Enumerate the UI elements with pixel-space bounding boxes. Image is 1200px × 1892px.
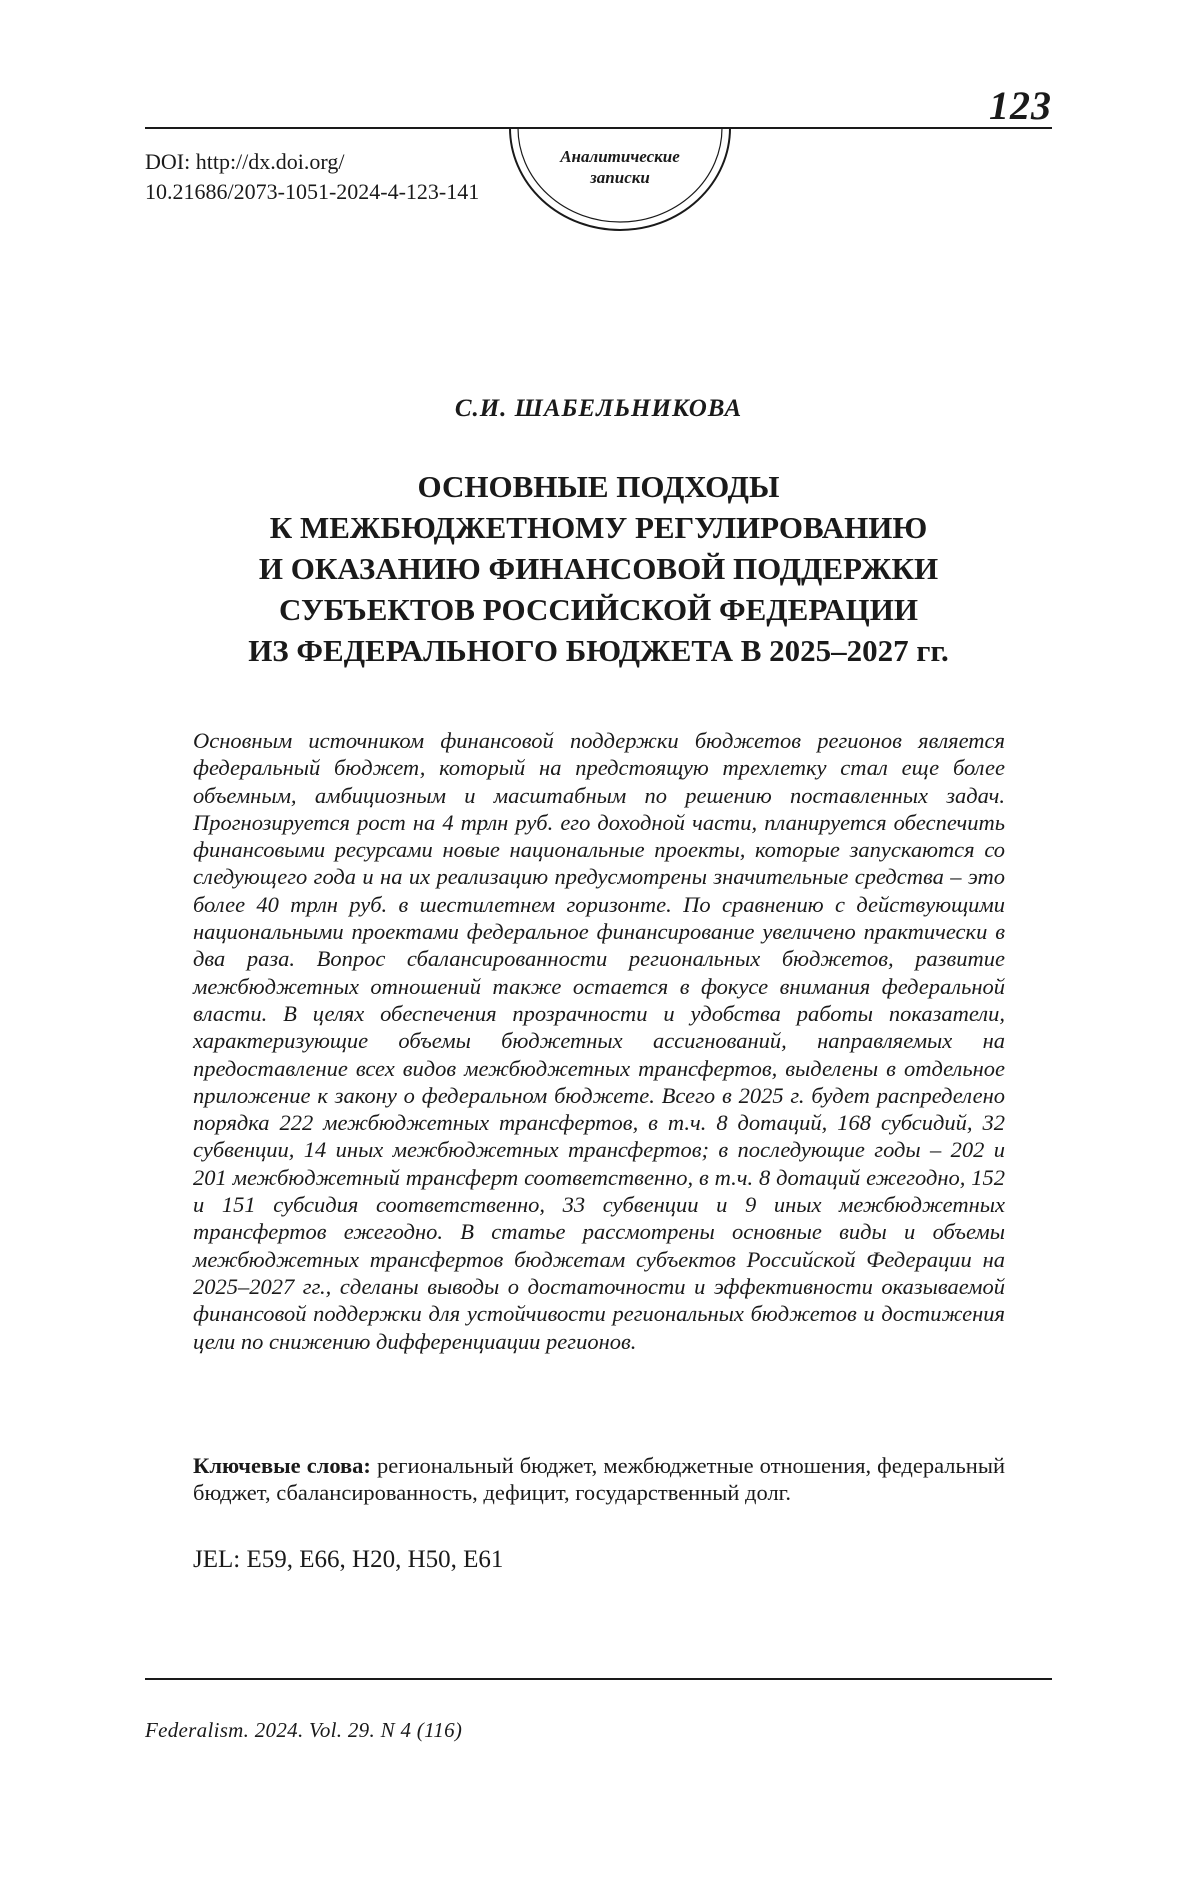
doi-block [145,147,479,207]
journal-footer: Federalism. 2024. Vol. 29. N 4 (116) [145,1718,463,1742]
keywords-paragraph [193,1452,1005,1507]
footer-rule [145,1678,1052,1680]
author-name: С.И. ШАБЕЛЬНИКОВА [454,395,743,422]
doi-line-2: 10.21686/2073-1051-2024-4-123-141 [145,179,480,204]
keywords-label: Ключевые слова: [193,1453,371,1478]
rubric-line-2: записки [590,168,650,187]
title-line: ИЗ ФЕДЕРАЛЬНОГО БЮДЖЕТА В 2025–2027 гг. [248,633,949,668]
rubric-line-1: Аналитические [560,147,680,166]
page-number: 123 [989,83,1052,128]
title-line: СУБЪЕКТОВ РОССИЙСКОЙ ФЕДЕРАЦИИ [278,592,919,627]
title-line: ОСНОВНЫЕ ПОДХОДЫ [417,469,780,504]
rubric-label [500,146,740,188]
jel-codes: JEL: E59, E66, H20, H50, E61 [193,1546,504,1573]
doi-line-1: DOI: http://dx.doi.org/ [145,149,345,174]
abstract-text: Основным источником финансовой поддержки бюджетов регионов является федеральный бюджет, который на предстоящую трехлетку стал еще более объемным, амбициозным и масштабным по решению поставленных задач. Прогнозируется рост на 4 трлн руб. его доходной части, планируется обеспечить финансовыми ресурсами новые национальные проекты, которые запускаются со следующего года и на их реализацию предусмотрены значительные средства – это более 40 трлн руб. в шестилетнем горизонте. По сравнению с действующими национальными проектами федеральное финансирование увеличено практически в два раза. Вопрос сбалансированности региональных бюджетов, развитие межбюджетных отношений также остается в фокусе внимания федеральной власти. В целях обеспечения прозрачности и удобства работы показатели, характеризующие объемы бюджетных ассигнований, направляемых на предоставление всех видов межбюджетных трансфертов, выделены в отдельное приложение к закону о федеральном бюджете. Всего в 2025 г. будет распределено порядка 222 межбюджетных трансфертов, в т.ч. 8 дотаций, 168 субсидий, 32 субвенции, 14 иных межбюджетных трансфертов; в последующие годы – 202 и 201 межбюджетный трансферт соответственно, в т.ч. 8 дотаций ежегодно, 152 и 151 субсидия соответственно, 33 субвенции и 9 иных межбюджетных трансфертов ежегодно. В статье рассмотрены основные виды и объемы межбюджетных трансфертов бюджетам субъектов Российской Федерации на 2025–2027 гг., сделаны выводы о достаточности и эффективности оказываемой финансовой поддержки для устойчивости региональных бюджетов и достижения цели по снижению дифференциации регионов. [193,728,1005,1354]
title-line: К МЕЖБЮДЖЕТНОМУ РЕГУЛИРОВАНИЮ [269,510,928,545]
article-title [145,466,1052,671]
title-line: И ОКАЗАНИЮ ФИНАНСОВОЙ ПОДДЕРЖКИ [258,551,939,586]
keywords-text: региональный бюджет, межбюджетные отношения, федеральный бюджет, сбалансированность, дефицит, государственный долг. [193,1453,1005,1506]
